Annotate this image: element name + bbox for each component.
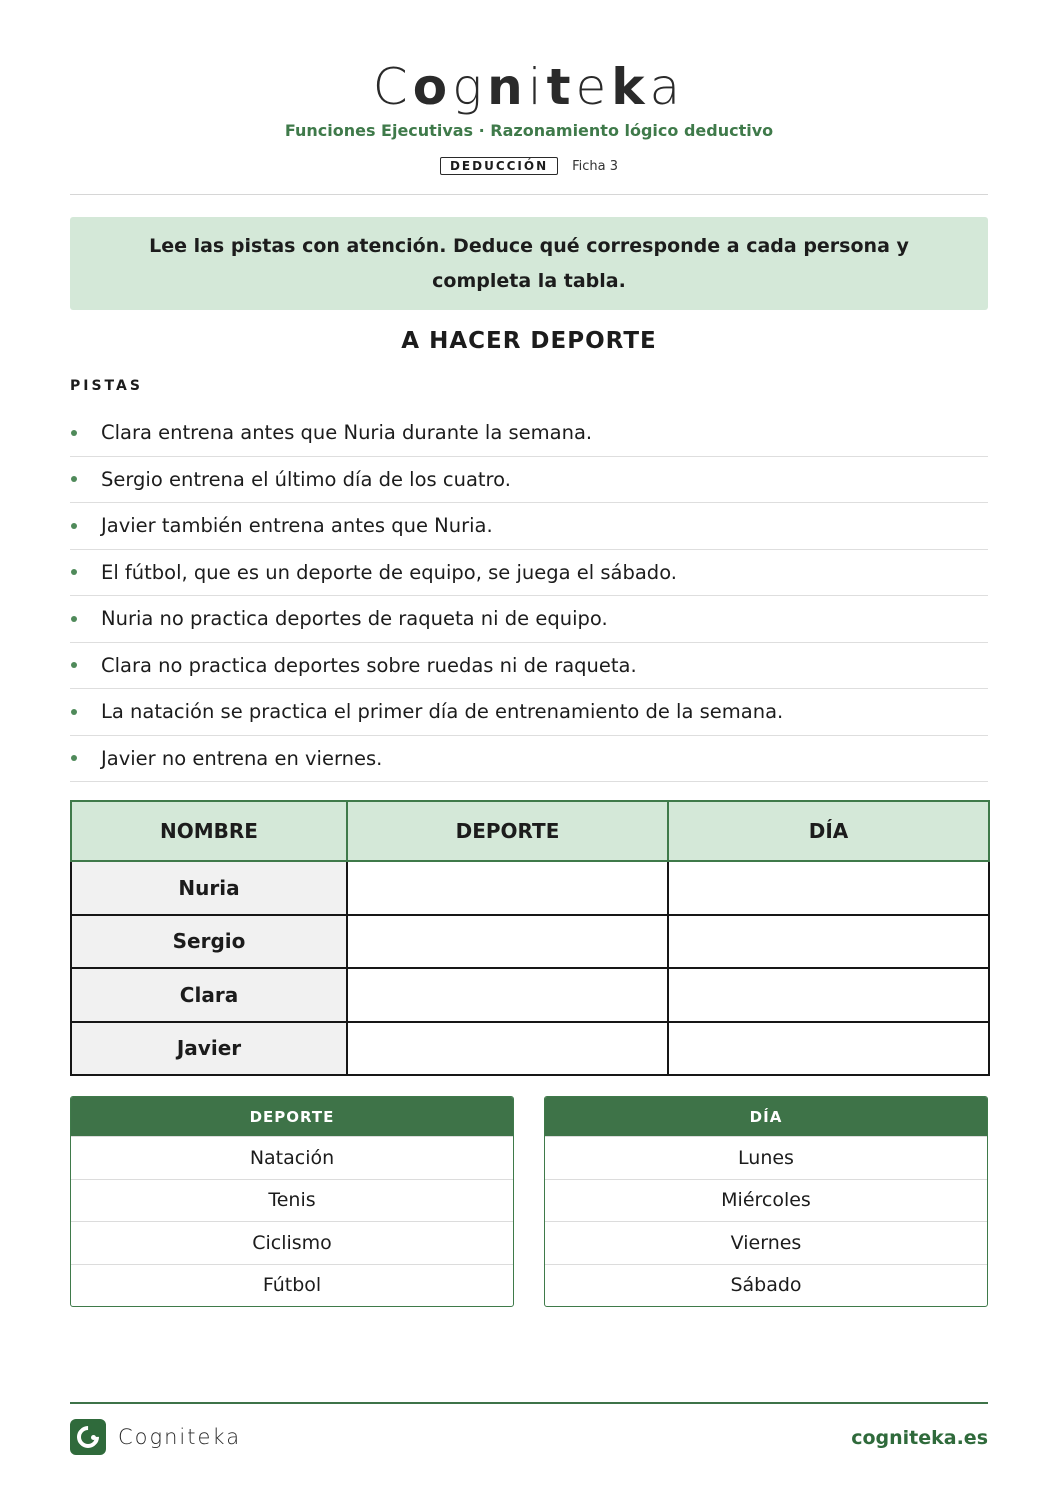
day-option: Lunes [545, 1136, 987, 1179]
clue-list [70, 410, 988, 782]
footer-brand-name: Cogniteka [118, 1425, 242, 1449]
sport-option: Ciclismo [71, 1221, 513, 1264]
sport-answer-cell[interactable] [347, 968, 668, 1022]
clue-text: Javier no entrena en viernes. [101, 746, 383, 770]
clues-label: PISTAS [70, 378, 143, 394]
bullet-icon [71, 616, 77, 622]
table-row [71, 968, 989, 1022]
answer-table [70, 800, 990, 1076]
column-header-day: DÍA [668, 801, 989, 861]
clue-text: Clara no practica deportes sobre ruedas ni de raqueta. [101, 653, 637, 677]
footer-logo [70, 1419, 241, 1455]
clue-item [70, 689, 988, 736]
header-subtitle: Funciones Ejecutivas · Razonamiento lógico deductivo [284, 121, 774, 140]
day-options-header: DÍA [545, 1097, 987, 1136]
day-answer-cell[interactable] [668, 861, 989, 915]
tag-row [70, 157, 988, 175]
sport-options [70, 1096, 514, 1307]
table-row [71, 1022, 989, 1076]
puzzle-title: A HACER DEPORTE [401, 328, 657, 354]
clue-item [70, 643, 988, 690]
sport-options-header: DEPORTE [71, 1097, 513, 1136]
header-divider [70, 194, 988, 195]
clue-item [70, 550, 988, 597]
clue-item [70, 736, 988, 783]
clue-text: Javier también entrena antes que Nuria. [101, 514, 493, 538]
day-answer-cell[interactable] [668, 915, 989, 969]
bullet-icon [71, 523, 77, 529]
clue-text: Nuria no practica deportes de raqueta ni de equipo. [101, 607, 608, 631]
clue-item [70, 410, 988, 457]
person-name: Clara [71, 968, 347, 1022]
bullet-icon [71, 569, 77, 575]
day-option: Sábado [545, 1264, 987, 1307]
clue-item [70, 503, 988, 550]
clue-text: El fútbol, que es un deporte de equipo, se juega el sábado. [101, 560, 677, 584]
clue-item [70, 596, 988, 643]
person-name: Nuria [71, 861, 347, 915]
column-header-sport: DEPORTE [347, 801, 668, 861]
day-option: Viernes [545, 1221, 987, 1264]
bullet-icon [71, 662, 77, 668]
instruction-box: Lee las pistas con atención. Deduce qué corresponde a cada persona y completa la tabla. [70, 217, 988, 310]
person-name: Javier [71, 1022, 347, 1076]
table-row [71, 915, 989, 969]
bullet-icon [71, 430, 77, 436]
clue-item [70, 457, 988, 504]
sport-answer-cell[interactable] [347, 915, 668, 969]
table-row [71, 861, 989, 915]
table-header-row [71, 801, 989, 861]
sport-answer-cell[interactable] [347, 1022, 668, 1076]
sport-option: Natación [71, 1136, 513, 1179]
category-tag: DEDUCCIÓN [440, 157, 558, 175]
sport-option: Tenis [71, 1179, 513, 1222]
person-name: Sergio [71, 915, 347, 969]
clue-text: La natación se practica el primer día de entrenamiento de la semana. [101, 700, 784, 724]
day-option: Miércoles [545, 1179, 987, 1222]
clue-text: Clara entrena antes que Nuria durante la semana. [101, 421, 593, 445]
day-answer-cell[interactable] [668, 968, 989, 1022]
brand-title: Cogniteka [372, 58, 686, 116]
day-options [544, 1096, 988, 1307]
sport-answer-cell[interactable] [347, 861, 668, 915]
clue-text: Sergio entrena el último día de los cuatro. [101, 467, 511, 491]
sport-option: Fútbol [71, 1264, 513, 1307]
bullet-icon [71, 755, 77, 761]
cogniteka-logo-icon [70, 1419, 106, 1455]
column-header-name: NOMBRE [71, 801, 347, 861]
bullet-icon [71, 476, 77, 482]
sheet-number: Ficha 3 [572, 158, 619, 174]
bullet-icon [71, 709, 77, 715]
footer-website-link[interactable]: cogniteka.es [851, 1427, 988, 1449]
worksheet-page [70, 0, 988, 1498]
footer-divider [70, 1402, 988, 1404]
day-answer-cell[interactable] [668, 1022, 989, 1076]
